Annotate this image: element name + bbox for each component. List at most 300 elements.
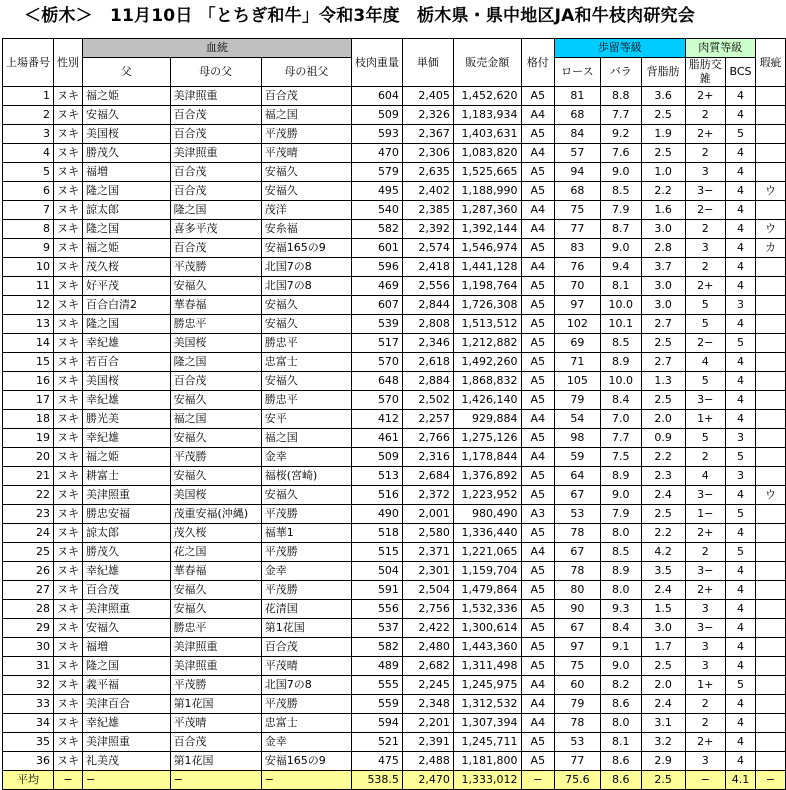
cell-loin: 67	[555, 486, 601, 505]
cell-unit-price: 2,504	[402, 581, 453, 600]
cell-marbling: 2	[685, 448, 726, 467]
cell-sex: ヌキ	[54, 467, 83, 486]
table-row	[3, 163, 786, 182]
table-row	[3, 125, 786, 144]
average-rib: 8.6	[600, 771, 641, 790]
cell-defect	[755, 201, 785, 220]
cell-loin: 76	[555, 258, 601, 277]
cell-weight: 461	[351, 429, 402, 448]
cell-sales: 1,726,308	[453, 296, 521, 315]
cell-backfat: 2.4	[641, 695, 685, 714]
cell-marbling: 4	[685, 353, 726, 372]
cell-bcs: 4	[726, 638, 756, 657]
table-row	[3, 714, 786, 733]
table-row	[3, 277, 786, 296]
cell-bcs: 4	[726, 486, 756, 505]
cell-grade: A4	[521, 543, 555, 562]
cell-sex: ヌキ	[54, 657, 83, 676]
table-row	[3, 391, 786, 410]
cell-grade: A5	[521, 752, 555, 771]
cell-sex: ヌキ	[54, 277, 83, 296]
cell-mothers-father: 美津照重	[170, 657, 261, 676]
cell-grade: A4	[521, 410, 555, 429]
table-row	[3, 638, 786, 657]
cell-sex: ヌキ	[54, 676, 83, 695]
cell-unit-price: 2,245	[402, 676, 453, 695]
cell-grade: A5	[521, 239, 555, 258]
cell-backfat: 2.5	[641, 144, 685, 163]
cell-grade: A4	[521, 220, 555, 239]
cell-loin: 79	[555, 695, 601, 714]
cell-mothers-grandfather: 平茂勝	[261, 543, 351, 562]
cell-lot: 33	[3, 695, 54, 714]
cell-sex: ヌキ	[54, 372, 83, 391]
cell-backfat: 3.6	[641, 87, 685, 106]
cell-unit-price: 2,301	[402, 562, 453, 581]
cell-grade: A5	[521, 638, 555, 657]
cell-backfat: 3.0	[641, 277, 685, 296]
cell-loin: 97	[555, 638, 601, 657]
cell-mothers-grandfather: 勝忠平	[261, 391, 351, 410]
average-marbling: −	[685, 771, 726, 790]
cell-mothers-grandfather: 平茂勝	[261, 505, 351, 524]
cell-marbling: 2−	[685, 201, 726, 220]
cell-rib: 8.6	[600, 695, 641, 714]
cell-lot: 6	[3, 182, 54, 201]
cell-father: 諒太郎	[83, 524, 171, 543]
cell-bcs: 5	[726, 543, 756, 562]
cell-marbling: 2	[685, 543, 726, 562]
cell-grade: A5	[521, 619, 555, 638]
cell-bcs: 4	[726, 353, 756, 372]
table-row	[3, 144, 786, 163]
cell-father: 幸紀雄	[83, 714, 171, 733]
cell-mothers-father: 隆之国	[170, 353, 261, 372]
cell-father: 百合茂	[83, 581, 171, 600]
cell-marbling: 2+	[685, 125, 726, 144]
cell-rib: 8.9	[600, 353, 641, 372]
cell-backfat: 2.8	[641, 239, 685, 258]
cell-defect	[755, 429, 785, 448]
cell-grade: A3	[521, 505, 555, 524]
cell-marbling: 2	[685, 695, 726, 714]
average-father: −	[83, 771, 171, 790]
cell-marbling: 2+	[685, 733, 726, 752]
cell-grade: A5	[521, 600, 555, 619]
cell-weight: 509	[351, 106, 402, 125]
cell-defect	[755, 581, 785, 600]
cell-defect	[755, 600, 785, 619]
cell-sales: 1,513,512	[453, 315, 521, 334]
cell-grade: A4	[521, 258, 555, 277]
table-row	[3, 657, 786, 676]
table-row	[3, 353, 786, 372]
table-row	[3, 467, 786, 486]
cell-marbling: 4	[685, 467, 726, 486]
cell-lot: 10	[3, 258, 54, 277]
cell-rib: 7.7	[600, 429, 641, 448]
cell-defect	[755, 733, 785, 752]
table-row	[3, 296, 786, 315]
table-row	[3, 410, 786, 429]
cell-backfat: 1.0	[641, 163, 685, 182]
cell-mothers-grandfather: 北国7の8	[261, 676, 351, 695]
cell-weight: 559	[351, 695, 402, 714]
cell-backfat: 2.4	[641, 581, 685, 600]
cell-sex: ヌキ	[54, 543, 83, 562]
cell-marbling: 1+	[685, 676, 726, 695]
cell-lot: 32	[3, 676, 54, 695]
cell-mothers-father: 勝忠平	[170, 315, 261, 334]
cell-defect	[755, 410, 785, 429]
cell-sex: ヌキ	[54, 524, 83, 543]
cell-lot: 11	[3, 277, 54, 296]
cell-marbling: 3−	[685, 486, 726, 505]
cell-mothers-grandfather: 百合茂	[261, 87, 351, 106]
cell-lot: 22	[3, 486, 54, 505]
cell-grade: A4	[521, 714, 555, 733]
cell-weight: 490	[351, 505, 402, 524]
results-table	[2, 38, 786, 790]
cell-defect	[755, 277, 785, 296]
cell-bcs: 4	[726, 163, 756, 182]
cell-mothers-father: 第1花国	[170, 752, 261, 771]
cell-loin: 53	[555, 733, 601, 752]
cell-marbling: 2+	[685, 277, 726, 296]
cell-sales: 1,188,990	[453, 182, 521, 201]
cell-lot: 3	[3, 125, 54, 144]
cell-father: 安福久	[83, 619, 171, 638]
cell-sex: ヌキ	[54, 638, 83, 657]
average-bcs: 4.1	[726, 771, 756, 790]
cell-mothers-father: 美国桜	[170, 486, 261, 505]
cell-weight: 504	[351, 562, 402, 581]
cell-unit-price: 2,326	[402, 106, 453, 125]
cell-marbling: 2+	[685, 524, 726, 543]
cell-marbling: 2+	[685, 581, 726, 600]
cell-unit-price: 2,306	[402, 144, 453, 163]
cell-bcs: 4	[726, 239, 756, 258]
cell-grade: A5	[521, 315, 555, 334]
cell-defect	[755, 353, 785, 372]
cell-mothers-father: 百合茂	[170, 372, 261, 391]
average-label: 平均	[3, 771, 54, 790]
cell-father: 福之姫	[83, 448, 171, 467]
cell-defect	[755, 315, 785, 334]
cell-defect	[755, 695, 785, 714]
cell-bcs: 4	[726, 619, 756, 638]
cell-unit-price: 2,372	[402, 486, 453, 505]
header-quality-group: 肉質等級	[685, 39, 755, 58]
cell-father: 幸紀雄	[83, 429, 171, 448]
cell-defect	[755, 334, 785, 353]
cell-bcs: 3	[726, 467, 756, 486]
cell-backfat: 1.3	[641, 372, 685, 391]
cell-bcs: 4	[726, 733, 756, 752]
cell-weight: 515	[351, 543, 402, 562]
cell-bcs: 5	[726, 505, 756, 524]
cell-sales: 1,159,704	[453, 562, 521, 581]
cell-mothers-grandfather: 安福久	[261, 182, 351, 201]
cell-backfat: 1.6	[641, 201, 685, 220]
cell-backfat: 2.5	[641, 657, 685, 676]
cell-marbling: 3−	[685, 182, 726, 201]
cell-mothers-father: 喜多平茂	[170, 220, 261, 239]
cell-unit-price: 2,844	[402, 296, 453, 315]
header-lineage: 血統	[83, 39, 352, 58]
cell-unit-price: 2,580	[402, 524, 453, 543]
cell-father: 諒太郎	[83, 201, 171, 220]
cell-unit-price: 2,392	[402, 220, 453, 239]
cell-unit-price: 2,635	[402, 163, 453, 182]
cell-father: 美津照重	[83, 733, 171, 752]
cell-marbling: 5	[685, 372, 726, 391]
cell-sales: 1,532,336	[453, 600, 521, 619]
cell-sex: ヌキ	[54, 429, 83, 448]
cell-sex: ヌキ	[54, 87, 83, 106]
cell-mothers-grandfather: 北国7の8	[261, 258, 351, 277]
table-row	[3, 87, 786, 106]
cell-mothers-grandfather: 平茂勝	[261, 695, 351, 714]
cell-lot: 28	[3, 600, 54, 619]
cell-marbling: 3	[685, 600, 726, 619]
cell-grade: A5	[521, 334, 555, 353]
cell-bcs: 5	[726, 334, 756, 353]
cell-sales: 1,221,065	[453, 543, 521, 562]
cell-sales: 1,300,614	[453, 619, 521, 638]
cell-sales: 1,245,711	[453, 733, 521, 752]
cell-mothers-grandfather: 金幸	[261, 562, 351, 581]
cell-defect	[755, 448, 785, 467]
header-bcs: BCS	[726, 58, 756, 87]
cell-father: 隆之国	[83, 182, 171, 201]
cell-unit-price: 2,766	[402, 429, 453, 448]
cell-lot: 12	[3, 296, 54, 315]
cell-loin: 67	[555, 543, 601, 562]
table-row	[3, 315, 786, 334]
table-row	[3, 505, 786, 524]
cell-sales: 1,178,844	[453, 448, 521, 467]
cell-father: 福之姫	[83, 239, 171, 258]
cell-mothers-father: 百合茂	[170, 163, 261, 182]
cell-rib: 9.0	[600, 657, 641, 676]
cell-defect	[755, 505, 785, 524]
cell-bcs: 4	[726, 87, 756, 106]
table-row	[3, 201, 786, 220]
average-weight: 538.5	[351, 771, 402, 790]
cell-grade: A5	[521, 163, 555, 182]
cell-grade: A5	[521, 391, 555, 410]
cell-backfat: 2.2	[641, 524, 685, 543]
cell-rib: 8.9	[600, 467, 641, 486]
cell-weight: 555	[351, 676, 402, 695]
cell-sex: ヌキ	[54, 695, 83, 714]
cell-marbling: 3−	[685, 619, 726, 638]
cell-mothers-grandfather: 百合茂	[261, 638, 351, 657]
header-weight: 枝肉重量	[351, 39, 402, 87]
cell-unit-price: 2,480	[402, 638, 453, 657]
header-father: 父	[83, 58, 171, 87]
cell-mothers-grandfather: 安福久	[261, 163, 351, 182]
table-row	[3, 182, 786, 201]
cell-lot: 7	[3, 201, 54, 220]
cell-bcs: 4	[726, 600, 756, 619]
cell-lot: 29	[3, 619, 54, 638]
cell-bcs: 4	[726, 315, 756, 334]
cell-sales: 1,245,975	[453, 676, 521, 695]
cell-mothers-grandfather: 安福久	[261, 486, 351, 505]
header-mothers-grandfather: 母の祖父	[261, 58, 351, 87]
table-row	[3, 239, 786, 258]
cell-backfat: 2.9	[641, 752, 685, 771]
cell-bcs: 3	[726, 429, 756, 448]
cell-bcs: 4	[726, 106, 756, 125]
cell-rib: 8.2	[600, 676, 641, 695]
cell-mothers-grandfather: 安糸福	[261, 220, 351, 239]
cell-mothers-father: 勝忠平	[170, 619, 261, 638]
cell-lot: 23	[3, 505, 54, 524]
cell-rib: 10.0	[600, 372, 641, 391]
cell-sales: 1,868,832	[453, 372, 521, 391]
cell-mothers-father: 美津照重	[170, 87, 261, 106]
cell-backfat: 2.5	[641, 106, 685, 125]
cell-rib: 7.6	[600, 144, 641, 163]
cell-sales: 1,275,126	[453, 429, 521, 448]
cell-bcs: 4	[726, 752, 756, 771]
cell-backfat: 3.1	[641, 714, 685, 733]
cell-weight: 594	[351, 714, 402, 733]
cell-bcs: 5	[726, 676, 756, 695]
cell-lot: 16	[3, 372, 54, 391]
average-defect: −	[755, 771, 785, 790]
cell-mothers-father: 百合茂	[170, 733, 261, 752]
cell-rib: 10.0	[600, 296, 641, 315]
cell-mothers-father: 隆之国	[170, 201, 261, 220]
header-unit-price: 単価	[402, 39, 453, 87]
cell-loin: 70	[555, 277, 601, 296]
cell-mothers-grandfather: 忠富士	[261, 353, 351, 372]
cell-defect	[755, 87, 785, 106]
cell-sales: 1,223,952	[453, 486, 521, 505]
cell-weight: 513	[351, 467, 402, 486]
cell-backfat: 1.7	[641, 638, 685, 657]
cell-backfat: 2.5	[641, 505, 685, 524]
cell-backfat: 2.0	[641, 410, 685, 429]
cell-weight: 596	[351, 258, 402, 277]
cell-mothers-grandfather: 安福久	[261, 296, 351, 315]
header-backfat: 背脂肪	[641, 58, 685, 87]
cell-rib: 9.0	[600, 163, 641, 182]
cell-sex: ヌキ	[54, 486, 83, 505]
cell-father: 幸紀雄	[83, 391, 171, 410]
cell-defect	[755, 372, 785, 391]
cell-lot: 35	[3, 733, 54, 752]
cell-bcs: 4	[726, 581, 756, 600]
cell-defect	[755, 467, 785, 486]
average-mothers-grandfather: −	[261, 771, 351, 790]
table-row	[3, 106, 786, 125]
cell-defect	[755, 144, 785, 163]
cell-rib: 7.9	[600, 201, 641, 220]
cell-marbling: 3	[685, 638, 726, 657]
cell-bcs: 4	[726, 277, 756, 296]
cell-loin: 69	[555, 334, 601, 353]
cell-sex: ヌキ	[54, 752, 83, 771]
cell-defect	[755, 163, 785, 182]
cell-bcs: 4	[726, 201, 756, 220]
average-backfat: 2.5	[641, 771, 685, 790]
cell-mothers-grandfather: 安平	[261, 410, 351, 429]
cell-grade: A5	[521, 125, 555, 144]
cell-backfat: 2.4	[641, 486, 685, 505]
cell-loin: 71	[555, 353, 601, 372]
cell-marbling: 3	[685, 657, 726, 676]
cell-loin: 77	[555, 220, 601, 239]
cell-loin: 77	[555, 752, 601, 771]
cell-mothers-grandfather: 第1花国	[261, 619, 351, 638]
cell-sex: ヌキ	[54, 315, 83, 334]
cell-backfat: 3.5	[641, 562, 685, 581]
cell-rib: 8.6	[600, 752, 641, 771]
cell-defect	[755, 106, 785, 125]
cell-lot: 17	[3, 391, 54, 410]
cell-weight: 539	[351, 315, 402, 334]
cell-rib: 9.1	[600, 638, 641, 657]
cell-weight: 470	[351, 144, 402, 163]
cell-backfat: 3.0	[641, 220, 685, 239]
cell-sex: ヌキ	[54, 258, 83, 277]
cell-sex: ヌキ	[54, 733, 83, 752]
cell-rib: 7.7	[600, 106, 641, 125]
cell-mothers-father: 百合茂	[170, 106, 261, 125]
cell-unit-price: 2,348	[402, 695, 453, 714]
cell-mothers-father: 安福久	[170, 581, 261, 600]
cell-grade: A4	[521, 676, 555, 695]
cell-mothers-grandfather: 金幸	[261, 448, 351, 467]
cell-unit-price: 2,682	[402, 657, 453, 676]
cell-defect	[755, 125, 785, 144]
table-row	[3, 334, 786, 353]
cell-grade: A5	[521, 486, 555, 505]
cell-loin: 80	[555, 581, 601, 600]
cell-backfat: 2.3	[641, 467, 685, 486]
cell-father: 勝光美	[83, 410, 171, 429]
cell-lot: 13	[3, 315, 54, 334]
cell-sales: 1,336,440	[453, 524, 521, 543]
cell-mothers-grandfather: 平茂勝	[261, 581, 351, 600]
cell-weight: 509	[351, 448, 402, 467]
cell-lot: 26	[3, 562, 54, 581]
cell-sex: ヌキ	[54, 144, 83, 163]
header-grade: 格付	[521, 39, 555, 87]
cell-grade: A5	[521, 733, 555, 752]
cell-mothers-father: 華春福	[170, 296, 261, 315]
cell-father: 安福久	[83, 106, 171, 125]
cell-grade: A5	[521, 277, 555, 296]
cell-bcs: 4	[726, 410, 756, 429]
cell-grade: A5	[521, 296, 555, 315]
cell-weight: 469	[351, 277, 402, 296]
cell-grade: A4	[521, 448, 555, 467]
table-row	[3, 486, 786, 505]
cell-unit-price: 2,391	[402, 733, 453, 752]
cell-marbling: 2	[685, 106, 726, 125]
cell-loin: 59	[555, 448, 601, 467]
cell-sex: ヌキ	[54, 220, 83, 239]
cell-marbling: 3	[685, 163, 726, 182]
header-sales: 販売金額	[453, 39, 521, 87]
cell-rib: 8.1	[600, 277, 641, 296]
